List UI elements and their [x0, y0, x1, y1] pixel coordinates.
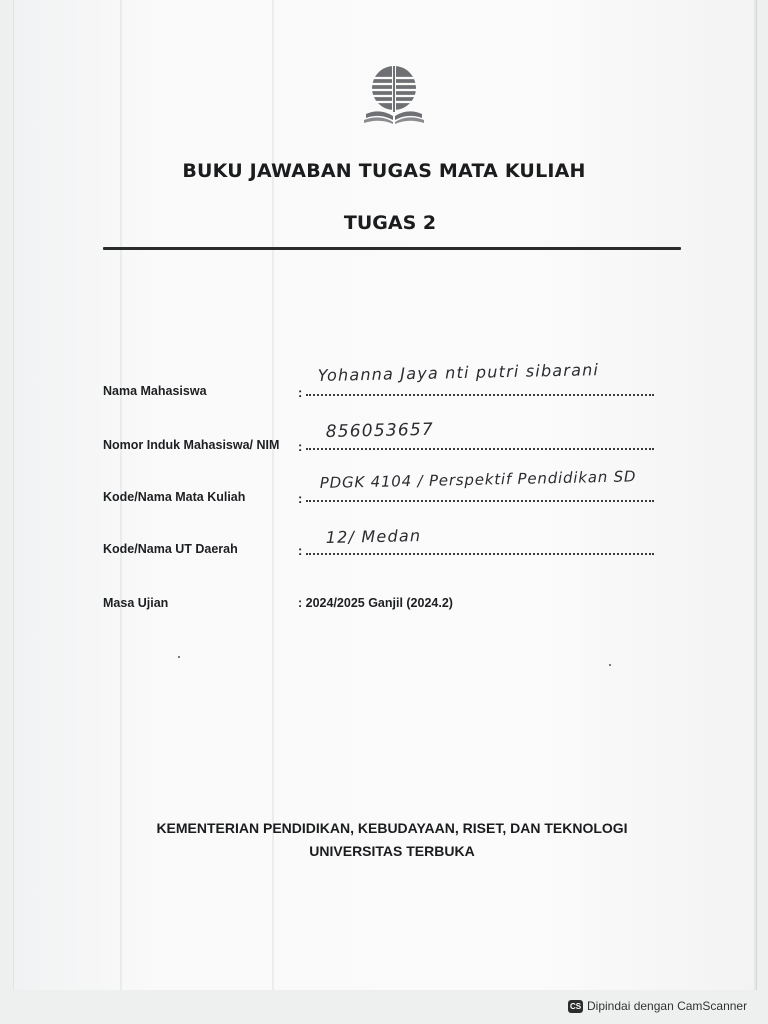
ut-daerah-colon: :	[298, 543, 303, 558]
camscanner-badge-icon: CS	[569, 1001, 582, 1011]
scan-speck	[609, 664, 611, 666]
nama-colon: :	[298, 385, 303, 400]
scan-artifact-line	[754, 0, 756, 990]
nama-label: Nama Mahasiswa	[103, 384, 207, 398]
nim-colon: :	[298, 439, 303, 454]
scan-speck	[178, 656, 180, 658]
mata-kuliah-label: Kode/Nama Mata Kuliah	[103, 490, 246, 504]
nim-value: 856053657	[325, 419, 435, 442]
nama-value: Yohanna Jaya nti putri sibarani	[317, 360, 600, 385]
nim-dotted-line	[306, 448, 654, 450]
page-title: BUKU JAWABAN TUGAS MATA KULIAH	[182, 160, 586, 182]
nim-label: Nomor Induk Mahasiswa/ NIM	[103, 438, 280, 452]
masa-ujian-value: : 2024/2025 Ganjil (2024.2)	[298, 596, 453, 610]
camscanner-watermark	[568, 998, 747, 1014]
ut-daerah-value: 12/ Medan	[325, 526, 422, 547]
footer-university: UNIVERSITAS TERBUKA	[309, 843, 475, 859]
mata-kuliah-colon: :	[298, 491, 303, 506]
ut-daerah-dotted-line	[306, 553, 654, 555]
university-logo-icon	[362, 62, 426, 128]
scan-artifact-line	[272, 0, 274, 990]
camscanner-text: Dipindai dengan CamScanner	[587, 999, 748, 1013]
masa-ujian-label: Masa Ujian	[103, 596, 169, 610]
page-subtitle: TUGAS 2	[343, 212, 437, 234]
footer-ministry: KEMENTERIAN PENDIDIKAN, KEBUDAYAAN, RISET, DAN TEKNOLOGI	[156, 820, 628, 836]
mata-kuliah-value: PDGK 4104 / Perspektif Pendidikan SD	[319, 467, 637, 492]
header-divider	[103, 247, 681, 250]
ut-daerah-label: Kode/Nama UT Daerah	[103, 542, 238, 556]
mata-kuliah-dotted-line	[306, 500, 654, 502]
nama-dotted-line	[306, 394, 654, 396]
